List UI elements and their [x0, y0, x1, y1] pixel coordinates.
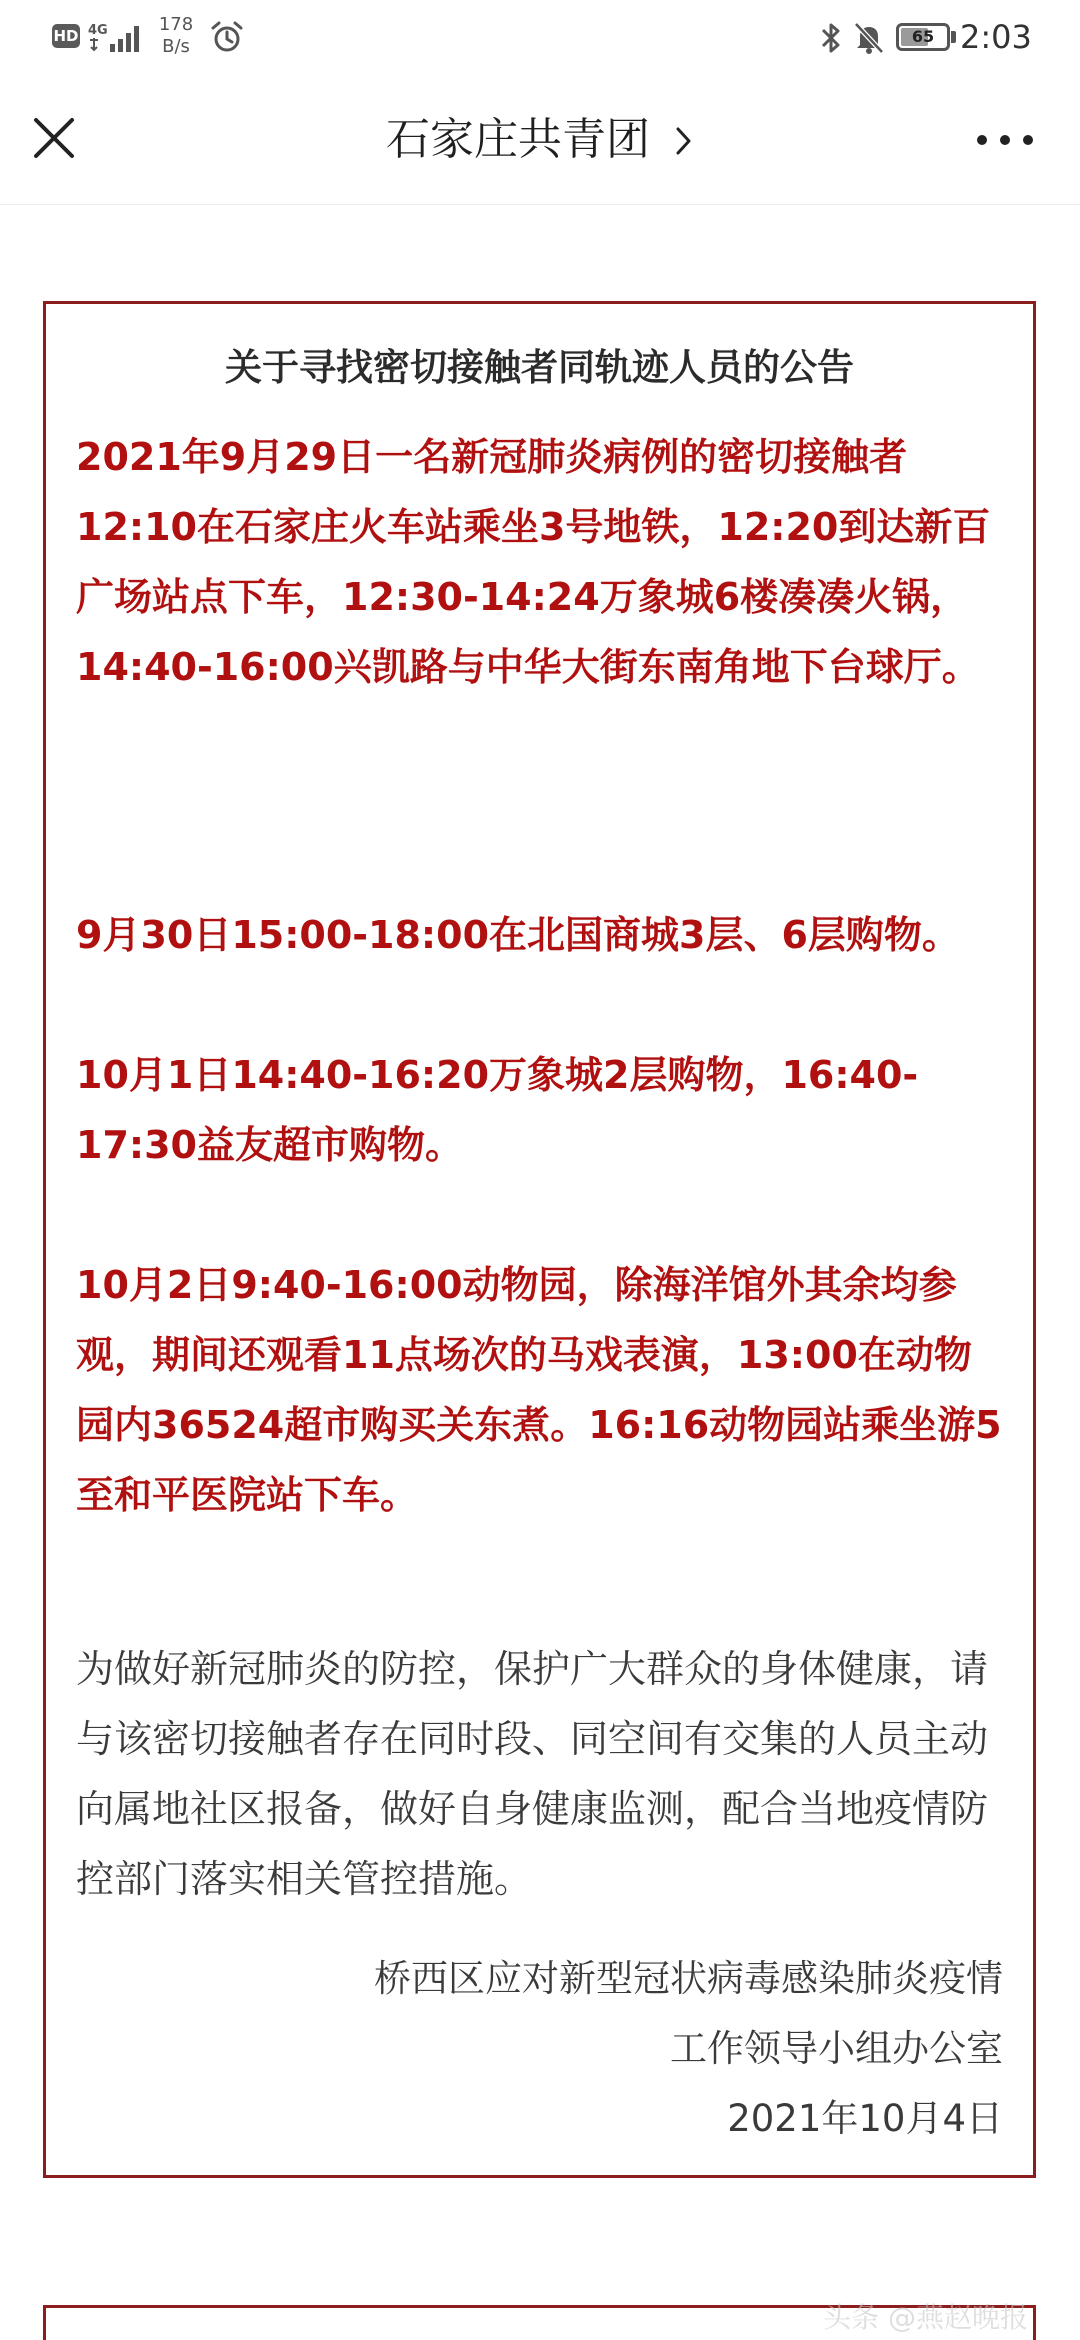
cellular-signal-icon — [88, 20, 148, 54]
close-icon[interactable] — [26, 110, 82, 166]
signature-org-line2: 工作领导小组办公室 — [670, 2027, 1003, 2070]
signature-block — [103, 1944, 1003, 2154]
hd-icon: HD — [52, 24, 80, 48]
account-title-link[interactable] — [240, 109, 840, 171]
signature-date: 2021年10月4日 — [727, 2097, 1003, 2140]
battery-icon — [896, 23, 950, 51]
paragraph-sept29: 2021年9月29日一名新冠肺炎病例的密切接触者12:10在石家庄火车站乘坐3号地铁，12:20到达新百广场站点下车，12:30-14:24万象城6楼凑凑火锅，14:40-16:00兴凯路与中华大街东南角地下台球厅。 — [76, 435, 991, 689]
alarm-clock-icon — [210, 20, 244, 54]
network-speed-unit: B/s — [162, 36, 190, 57]
notice-title: 关于寻找密切接触者同轨迹人员的公告 — [225, 346, 854, 389]
watermark: 头条 @燕赵晚报 — [823, 2301, 1028, 2334]
bluetooth-icon — [818, 20, 844, 56]
mute-bell-icon — [852, 20, 886, 56]
more-options-icon[interactable] — [970, 115, 1040, 165]
signature-org-line1: 桥西区应对新型冠状病毒感染肺炎疫情 — [374, 1957, 1003, 2000]
paragraph-appeal: 为做好新冠肺炎的防控，保护广大群众的身体健康，请与该密切接触者存在同时段、同空间有交集的人员主动向属地社区报备，做好自身健康监测，配合当地疫情防控部门落实相关管控措施。 — [76, 1647, 989, 1901]
account-name: 石家庄共青团 — [386, 114, 650, 165]
network-type-label: 4G — [88, 23, 108, 38]
status-bar — [0, 0, 1080, 75]
network-speed — [155, 14, 197, 58]
paragraph-oct1: 10月1日14:40-16:20万象城2层购物，16:40-17:30益友超市购物。 — [76, 1053, 919, 1167]
clock-time: 2:03 — [960, 18, 1032, 56]
paragraph-oct2: 10月2日9:40-16:00动物园，除海洋馆外其余均参观，期间还观看11点场次的马戏表演，13:00在动物园内36524超市购买关东煮。16:16动物园站乘坐游5至和平医院站下车。 — [76, 1263, 1002, 1517]
battery-level: 65 — [911, 27, 935, 46]
nav-bar — [0, 75, 1080, 205]
notice-card — [43, 301, 1036, 2178]
paragraph-sept30: 9月30日15:00-18:00在北国商城3层、6层购物。 — [76, 913, 960, 957]
chevron-right-icon — [674, 125, 694, 157]
battery-cap — [951, 31, 956, 43]
network-speed-value: 178 — [158, 14, 194, 35]
